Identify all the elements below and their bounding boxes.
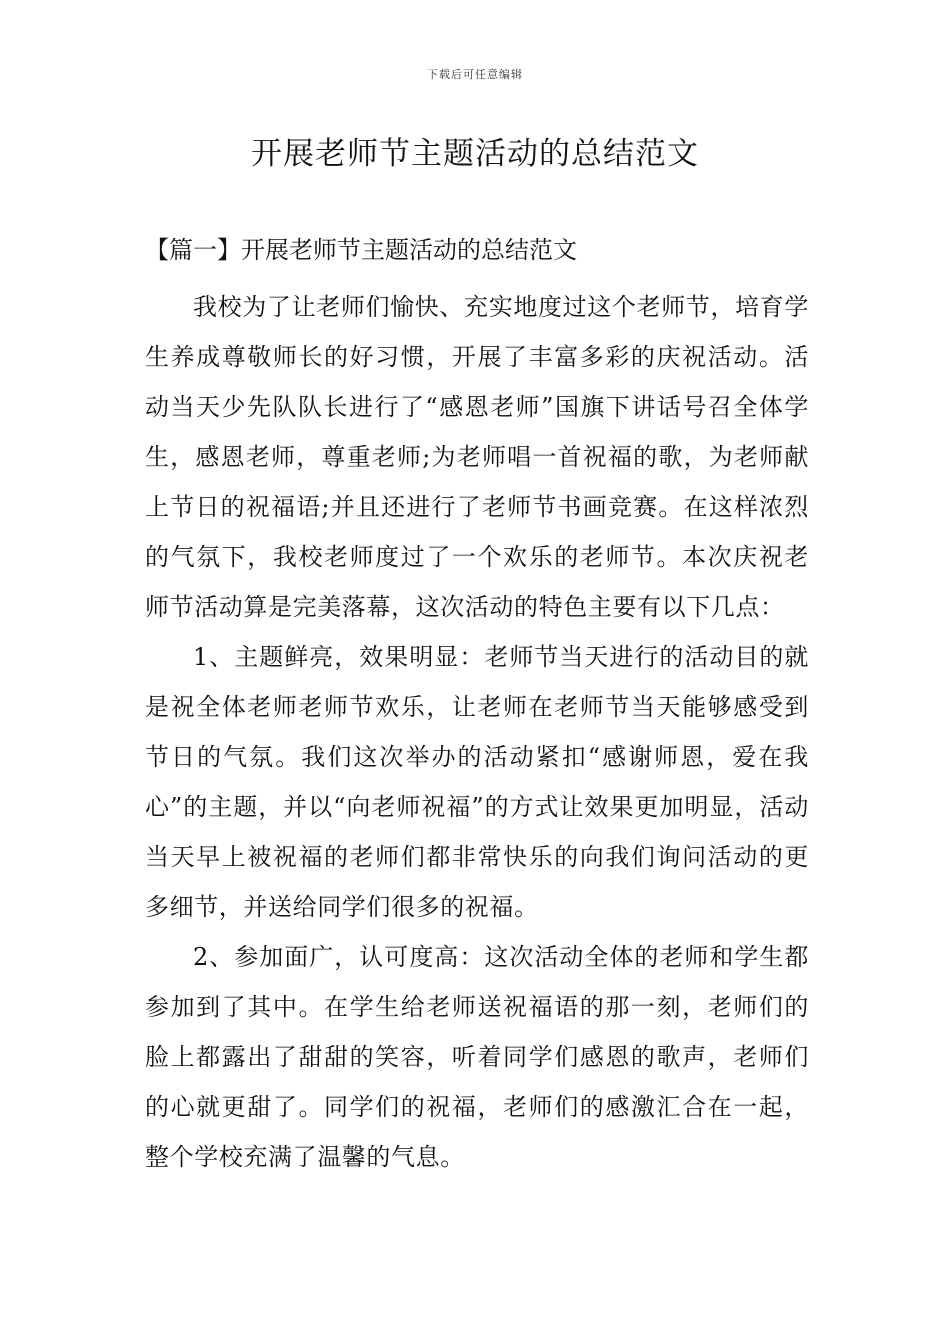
paragraph-point-1: 1、主题鲜亮，效果明显：老师节当天进行的活动目的就是祝全体老师老师节欢乐，让老师在老师节当天能够感受到节日的气氛。我们这次举办的活动紧扣“感谢师恩，爱在我心”的主题，并以“向老师祝福”的方式让效果更加明显，活动当天早上被祝福的老师们都非常快乐的向我们询问活动的更多细节，并送给同学们很多的祝福。 bbox=[145, 643, 809, 921]
section-heading: 【篇一】开展老师节主题活动的总结范文 bbox=[145, 236, 577, 264]
header-note: 下载后可任意编辑 bbox=[427, 68, 523, 81]
document-body bbox=[145, 282, 809, 1182]
document-title: 开展老师节主题活动的总结范文 bbox=[251, 136, 699, 172]
paragraph-point-2: 2、参加面广，认可度高：这次活动全体的老师和学生都参加到了其中。在学生给老师送祝福语的那一刻，老师们的脸上都露出了甜甜的笑容，听着同学们感恩的歌声，老师们的心就更甜了。同学们的祝福，老师们的感激汇合在一起，整个学校充满了温馨的气息。 bbox=[145, 943, 809, 1171]
paragraph-intro: 我校为了让老师们愉快、充实地度过这个老师节，培育学生养成尊敬师长的好习惯，开展了丰富多彩的庆祝活动。活动当天少先队队长进行了“感恩老师”国旗下讲话号召全体学生，感恩老师，尊重老师;为老师唱一首祝福的歌，为老师献上节日的祝福语;并且还进行了老师节书画竞赛。在这样浓烈的气氛下，我校老师度过了一个欢乐的老师节。本次庆祝老师节活动算是完美落幕，这次活动的特色主要有以下几点： bbox=[145, 293, 809, 621]
